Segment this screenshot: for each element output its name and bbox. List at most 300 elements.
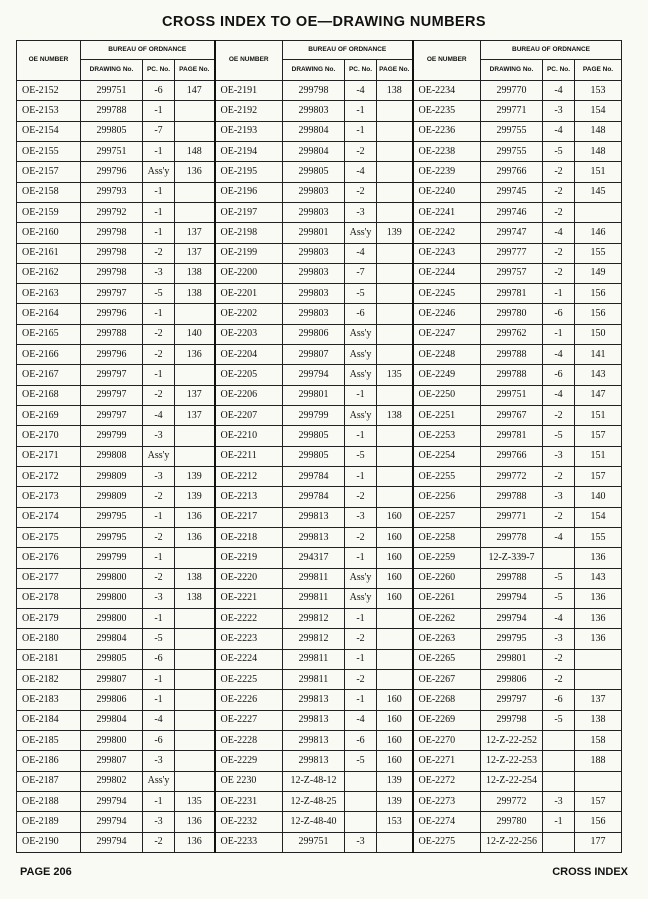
drawing-no-cell: 299798 — [81, 223, 143, 243]
page-no-header: PAGE No. — [175, 60, 215, 81]
oe-number-cell: OE-2262 — [413, 609, 481, 629]
pc-no-cell: -4 — [543, 609, 575, 629]
pc-no-cell: Ass'y — [345, 223, 377, 243]
oe-number-cell: OE-2179 — [17, 609, 81, 629]
pc-no-cell: -1 — [143, 690, 175, 710]
page-no-cell: 153 — [377, 812, 413, 832]
oe-number-cell: OE-2251 — [413, 406, 481, 426]
page-no-cell — [377, 385, 413, 405]
oe-number-cell: OE-2158 — [17, 182, 81, 202]
pc-no-cell: -7 — [345, 263, 377, 283]
pc-no-cell: -6 — [143, 649, 175, 669]
pc-no-cell: -6 — [143, 81, 175, 101]
pc-no-cell: -1 — [345, 466, 377, 486]
drawing-no-cell: 12-Z-339-7 — [481, 548, 543, 568]
table-row — [17, 588, 622, 608]
page-no-cell — [175, 304, 215, 324]
oe-number-cell: OE-2200 — [215, 263, 283, 283]
pc-no-cell: -4 — [345, 162, 377, 182]
pc-no-cell: -2 — [143, 324, 175, 344]
pc-no-cell: -5 — [543, 568, 575, 588]
oe-number-cell: OE-2270 — [413, 731, 481, 751]
table-row — [17, 101, 622, 121]
pc-no-cell: -1 — [345, 649, 377, 669]
page-no-cell — [575, 771, 622, 791]
oe-number-cell: OE-2233 — [215, 832, 283, 852]
oe-number-cell: OE-2246 — [413, 304, 481, 324]
oe-number-cell: OE-2184 — [17, 710, 81, 730]
oe-number-cell: OE-2205 — [215, 365, 283, 385]
oe-number-cell: OE-2219 — [215, 548, 283, 568]
oe-number-cell: OE-2197 — [215, 202, 283, 222]
oe-number-cell: OE-2220 — [215, 568, 283, 588]
oe-number-cell: OE-2203 — [215, 324, 283, 344]
drawing-no-cell: 299762 — [481, 324, 543, 344]
page-no-cell: 155 — [575, 243, 622, 263]
page-no-cell — [377, 284, 413, 304]
drawing-no-cell: 299766 — [481, 446, 543, 466]
pc-no-cell: -2 — [543, 162, 575, 182]
page-no-cell: 137 — [575, 690, 622, 710]
drawing-no-cell: 299805 — [81, 649, 143, 669]
pc-no-cell: -4 — [543, 223, 575, 243]
page-no-cell — [175, 101, 215, 121]
table-row — [17, 487, 622, 507]
pc-no-cell — [543, 832, 575, 852]
oe-number-cell: OE-2263 — [413, 629, 481, 649]
pc-no-cell — [543, 751, 575, 771]
drawing-no-cell: 299812 — [283, 609, 345, 629]
pc-no-cell: -1 — [345, 426, 377, 446]
pc-no-cell: -3 — [143, 426, 175, 446]
table-row — [17, 527, 622, 547]
drawing-no-cell: 12-Z-22-254 — [481, 771, 543, 791]
table-row — [17, 141, 622, 161]
drawing-no-cell: 299800 — [81, 609, 143, 629]
oe-number-cell: OE-2274 — [413, 812, 481, 832]
drawing-no-cell: 299807 — [81, 670, 143, 690]
pc-no-cell: -6 — [345, 731, 377, 751]
drawing-no-cell: 299813 — [283, 527, 345, 547]
drawing-no-cell: 299811 — [283, 649, 345, 669]
drawing-no-cell: 299802 — [81, 771, 143, 791]
page-no-cell: 140 — [175, 324, 215, 344]
pc-no-cell — [345, 791, 377, 811]
drawing-no-cell: 12-Z-48-12 — [283, 771, 345, 791]
drawing-no-cell: 299806 — [283, 324, 345, 344]
drawing-no-header: DRAWING No. — [481, 60, 543, 81]
page-no-cell: 137 — [175, 406, 215, 426]
drawing-no-cell: 299766 — [481, 162, 543, 182]
pc-no-cell: -2 — [543, 202, 575, 222]
drawing-no-cell: 299781 — [481, 284, 543, 304]
drawing-no-cell: 299795 — [81, 507, 143, 527]
page-no-cell: 139 — [377, 791, 413, 811]
table-row — [17, 263, 622, 283]
table-row — [17, 365, 622, 385]
drawing-no-cell: 299806 — [481, 670, 543, 690]
oe-number-cell: OE-2242 — [413, 223, 481, 243]
pc-no-cell: -3 — [543, 101, 575, 121]
pc-no-cell — [543, 771, 575, 791]
drawing-no-cell: 299799 — [81, 548, 143, 568]
page-no-cell: 140 — [575, 487, 622, 507]
drawing-no-cell: 299804 — [283, 121, 345, 141]
drawing-no-cell: 299806 — [81, 690, 143, 710]
page-no-cell — [377, 832, 413, 852]
page-no-cell — [175, 548, 215, 568]
oe-number-cell: OE-2172 — [17, 466, 81, 486]
page-no-cell: 136 — [575, 548, 622, 568]
pc-no-cell: -2 — [543, 466, 575, 486]
page-no-cell: 139 — [175, 466, 215, 486]
drawing-no-cell: 299745 — [481, 182, 543, 202]
oe-number-cell: OE-2181 — [17, 649, 81, 669]
drawing-no-cell: 299767 — [481, 406, 543, 426]
page-no-cell: 160 — [377, 568, 413, 588]
table-row — [17, 202, 622, 222]
page-no-cell: 138 — [575, 710, 622, 730]
page-no-cell — [377, 446, 413, 466]
drawing-no-cell: 299751 — [481, 385, 543, 405]
oe-number-cell: OE-2258 — [413, 527, 481, 547]
page-no-cell — [377, 426, 413, 446]
drawing-no-cell: 299788 — [481, 568, 543, 588]
pc-no-cell: -4 — [543, 385, 575, 405]
drawing-no-cell: 299803 — [283, 182, 345, 202]
page-no-cell: 138 — [377, 81, 413, 101]
drawing-no-cell: 299780 — [481, 812, 543, 832]
table-row — [17, 182, 622, 202]
oe-number-cell: OE-2211 — [215, 446, 283, 466]
drawing-no-cell: 299811 — [283, 568, 345, 588]
pc-no-cell: -5 — [543, 426, 575, 446]
drawing-no-cell: 299803 — [283, 304, 345, 324]
oe-number-cell: OE-2201 — [215, 284, 283, 304]
oe-number-cell: OE-2225 — [215, 670, 283, 690]
oe-number-cell: OE-2253 — [413, 426, 481, 446]
page-no-cell — [377, 121, 413, 141]
pc-no-cell: -3 — [345, 202, 377, 222]
table-row — [17, 771, 622, 791]
table-row — [17, 304, 622, 324]
page-no-cell: 136 — [175, 812, 215, 832]
page-no-cell — [175, 365, 215, 385]
page-no-cell: 138 — [175, 568, 215, 588]
oe-number-cell: OE-2267 — [413, 670, 481, 690]
page-no-cell: 154 — [575, 507, 622, 527]
oe-number-cell: OE-2162 — [17, 263, 81, 283]
oe-number-cell: OE-2183 — [17, 690, 81, 710]
oe-number-cell: OE-2196 — [215, 182, 283, 202]
page-no-cell: 146 — [575, 223, 622, 243]
pc-no-cell: -1 — [143, 670, 175, 690]
pc-no-cell: -5 — [543, 710, 575, 730]
bureau-header: BUREAU OF ORDNANCE — [81, 41, 215, 60]
oe-number-cell: OE-2188 — [17, 791, 81, 811]
table-row — [17, 426, 622, 446]
drawing-no-cell: 299805 — [283, 426, 345, 446]
pc-no-cell: -4 — [345, 710, 377, 730]
page-no-cell: 135 — [175, 791, 215, 811]
drawing-no-cell: 299793 — [81, 182, 143, 202]
page-no-cell: 136 — [175, 345, 215, 365]
drawing-no-cell: 299746 — [481, 202, 543, 222]
pc-no-cell: -1 — [143, 791, 175, 811]
page-no-cell — [377, 629, 413, 649]
oe-number-cell: OE-2155 — [17, 141, 81, 161]
table-row — [17, 507, 622, 527]
page-no-cell — [377, 304, 413, 324]
drawing-no-cell: 299804 — [283, 141, 345, 161]
drawing-no-cell: 299788 — [81, 324, 143, 344]
table-row — [17, 629, 622, 649]
pc-no-cell: -2 — [543, 670, 575, 690]
page-no-cell: 177 — [575, 832, 622, 852]
page-no-cell — [377, 202, 413, 222]
table-row — [17, 81, 622, 101]
pc-no-cell: -4 — [543, 121, 575, 141]
drawing-no-cell: 299813 — [283, 751, 345, 771]
page-no-cell — [377, 324, 413, 344]
pc-no-cell: -3 — [345, 832, 377, 852]
drawing-no-cell: 12-Z-22-256 — [481, 832, 543, 852]
page-no-cell: 136 — [175, 162, 215, 182]
drawing-no-cell: 299777 — [481, 243, 543, 263]
page-no-cell: 138 — [175, 588, 215, 608]
page-no-cell — [175, 426, 215, 446]
pc-no-cell: -4 — [143, 406, 175, 426]
drawing-no-cell: 299771 — [481, 507, 543, 527]
oe-number-cell: OE-2202 — [215, 304, 283, 324]
oe-number-cell: OE-2234 — [413, 81, 481, 101]
oe-number-cell: OE-2259 — [413, 548, 481, 568]
oe-number-cell: OE-2247 — [413, 324, 481, 344]
pc-no-cell: -2 — [143, 385, 175, 405]
page-no-cell: 136 — [575, 629, 622, 649]
page-no-cell: 160 — [377, 690, 413, 710]
oe-number-cell: OE-2221 — [215, 588, 283, 608]
pc-no-cell: -2 — [143, 527, 175, 547]
table-row — [17, 548, 622, 568]
pc-no-cell: -5 — [143, 284, 175, 304]
page-no-cell: 143 — [575, 568, 622, 588]
page-no-cell: 157 — [575, 426, 622, 446]
pc-no-cell: Ass'y — [345, 324, 377, 344]
pc-no-cell: -5 — [345, 446, 377, 466]
page-no-cell: 136 — [175, 527, 215, 547]
bureau-header: BUREAU OF ORDNANCE — [481, 41, 622, 60]
page-no-cell: 141 — [575, 345, 622, 365]
pc-no-cell: -6 — [543, 690, 575, 710]
drawing-no-cell: 299805 — [283, 162, 345, 182]
page-no-cell: 150 — [575, 324, 622, 344]
oe-number-cell: OE-2218 — [215, 527, 283, 547]
oe-number-cell: OE-2175 — [17, 527, 81, 547]
page-no-cell: 151 — [575, 162, 622, 182]
page-no-cell — [377, 649, 413, 669]
oe-number-cell: OE-2190 — [17, 832, 81, 852]
oe-number-cell: OE-2180 — [17, 629, 81, 649]
table-row — [17, 731, 622, 751]
pc-no-cell: -1 — [345, 548, 377, 568]
oe-number-header: OE NUMBER — [215, 41, 283, 81]
pc-no-cell: Ass'y — [345, 588, 377, 608]
drawing-no-cell: 299747 — [481, 223, 543, 243]
drawing-no-cell: 299798 — [481, 710, 543, 730]
drawing-no-cell: 12-Z-48-25 — [283, 791, 345, 811]
pc-no-cell: -6 — [143, 731, 175, 751]
pc-no-cell: Ass'y — [143, 446, 175, 466]
drawing-no-cell: 299797 — [81, 365, 143, 385]
pc-no-cell: -3 — [143, 812, 175, 832]
page-no-cell: 137 — [175, 243, 215, 263]
pc-no-cell: -4 — [543, 345, 575, 365]
drawing-no-cell: 299812 — [283, 629, 345, 649]
table-row — [17, 324, 622, 344]
table-row — [17, 121, 622, 141]
drawing-no-cell: 299804 — [81, 629, 143, 649]
page-no-cell — [175, 771, 215, 791]
drawing-no-cell: 12-Z-48-40 — [283, 812, 345, 832]
oe-number-cell: OE-2235 — [413, 101, 481, 121]
oe-number-cell: OE-2206 — [215, 385, 283, 405]
oe-number-header: OE NUMBER — [17, 41, 81, 81]
oe-number-cell: OE-2217 — [215, 507, 283, 527]
oe-number-cell: OE-2241 — [413, 202, 481, 222]
page-no-cell: 138 — [175, 284, 215, 304]
drawing-no-cell: 299788 — [481, 365, 543, 385]
table-row — [17, 446, 622, 466]
pc-no-cell: -2 — [543, 507, 575, 527]
pc-no-cell: -2 — [345, 487, 377, 507]
oe-number-cell: OE-2187 — [17, 771, 81, 791]
table-row — [17, 162, 622, 182]
oe-number-cell: OE-2164 — [17, 304, 81, 324]
oe-number-cell: OE 2230 — [215, 771, 283, 791]
drawing-no-cell: 299771 — [481, 101, 543, 121]
page-no-cell: 148 — [575, 141, 622, 161]
pc-no-cell: -5 — [543, 588, 575, 608]
oe-number-cell: OE-2244 — [413, 263, 481, 283]
oe-number-cell: OE-2269 — [413, 710, 481, 730]
page-number: PAGE 206 — [20, 866, 72, 878]
oe-number-cell: OE-2226 — [215, 690, 283, 710]
pc-no-cell: Ass'y — [345, 365, 377, 385]
oe-number-cell: OE-2160 — [17, 223, 81, 243]
oe-number-cell: OE-2166 — [17, 345, 81, 365]
pc-no-cell: -1 — [345, 609, 377, 629]
pc-no-cell — [345, 771, 377, 791]
page-no-cell — [377, 345, 413, 365]
drawing-no-cell: 299798 — [283, 81, 345, 101]
table-row — [17, 670, 622, 690]
drawing-no-cell: 299796 — [81, 162, 143, 182]
pc-no-cell: -3 — [143, 263, 175, 283]
pc-no-cell: -1 — [143, 304, 175, 324]
header-row-top — [17, 41, 622, 60]
oe-number-cell: OE-2186 — [17, 751, 81, 771]
page-no-cell — [175, 751, 215, 771]
pc-no-cell: -6 — [543, 304, 575, 324]
drawing-no-cell: 299796 — [81, 345, 143, 365]
page-no-cell: 160 — [377, 710, 413, 730]
drawing-no-cell: 299803 — [283, 284, 345, 304]
page-no-cell: 160 — [377, 548, 413, 568]
drawing-no-cell: 299801 — [481, 649, 543, 669]
page-no-cell — [175, 690, 215, 710]
oe-number-cell: OE-2168 — [17, 385, 81, 405]
table-row — [17, 568, 622, 588]
pc-no-cell: -2 — [543, 182, 575, 202]
table-row — [17, 406, 622, 426]
oe-number-cell: OE-2152 — [17, 81, 81, 101]
drawing-no-cell: 299797 — [81, 284, 143, 304]
drawing-no-cell: 299794 — [81, 832, 143, 852]
oe-number-cell: OE-2210 — [215, 426, 283, 446]
drawing-no-cell: 299800 — [81, 731, 143, 751]
page-no-cell — [575, 649, 622, 669]
drawing-no-cell: 299757 — [481, 263, 543, 283]
pc-no-cell: -4 — [345, 243, 377, 263]
oe-number-cell: OE-2207 — [215, 406, 283, 426]
drawing-no-cell: 299788 — [481, 487, 543, 507]
drawing-no-cell: 299805 — [81, 121, 143, 141]
drawing-no-cell: 299788 — [81, 101, 143, 121]
page-no-cell: 151 — [575, 446, 622, 466]
oe-number-cell: OE-2163 — [17, 284, 81, 304]
page-no-cell — [575, 670, 622, 690]
drawing-no-cell: 299794 — [283, 365, 345, 385]
drawing-no-cell: 299797 — [81, 406, 143, 426]
page-no-cell: 155 — [575, 527, 622, 547]
drawing-no-cell: 299792 — [81, 202, 143, 222]
page-no-cell: 149 — [575, 263, 622, 283]
pc-no-cell: -2 — [143, 487, 175, 507]
oe-number-cell: OE-2169 — [17, 406, 81, 426]
table-body — [17, 81, 622, 853]
pc-no-cell: -2 — [345, 182, 377, 202]
drawing-no-cell: 299803 — [283, 101, 345, 121]
oe-number-cell: OE-2265 — [413, 649, 481, 669]
oe-number-cell: OE-2154 — [17, 121, 81, 141]
page-no-cell: 143 — [575, 365, 622, 385]
pc-no-cell: -3 — [543, 446, 575, 466]
page-no-cell — [377, 243, 413, 263]
drawing-no-cell: 299772 — [481, 466, 543, 486]
pc-no-cell: -3 — [345, 507, 377, 527]
pc-no-cell: -6 — [543, 365, 575, 385]
page-no-cell: 139 — [377, 223, 413, 243]
page-title: CROSS INDEX TO OE—DRAWING NUMBERS — [162, 14, 486, 30]
oe-number-cell: OE-2272 — [413, 771, 481, 791]
pc-no-cell: -7 — [143, 121, 175, 141]
pc-no-cell: -2 — [345, 527, 377, 547]
page-no-cell — [377, 466, 413, 486]
oe-number-cell: OE-2159 — [17, 202, 81, 222]
oe-number-cell: OE-2177 — [17, 568, 81, 588]
pc-no-cell: -4 — [543, 81, 575, 101]
drawing-no-cell: 299784 — [283, 487, 345, 507]
table-row — [17, 284, 622, 304]
pc-no-cell: Ass'y — [143, 162, 175, 182]
oe-number-cell: OE-2195 — [215, 162, 283, 182]
pc-no-cell: -2 — [345, 141, 377, 161]
page-no-cell — [377, 141, 413, 161]
oe-number-cell: OE-2212 — [215, 466, 283, 486]
oe-number-cell: OE-2255 — [413, 466, 481, 486]
pc-no-cell — [543, 548, 575, 568]
